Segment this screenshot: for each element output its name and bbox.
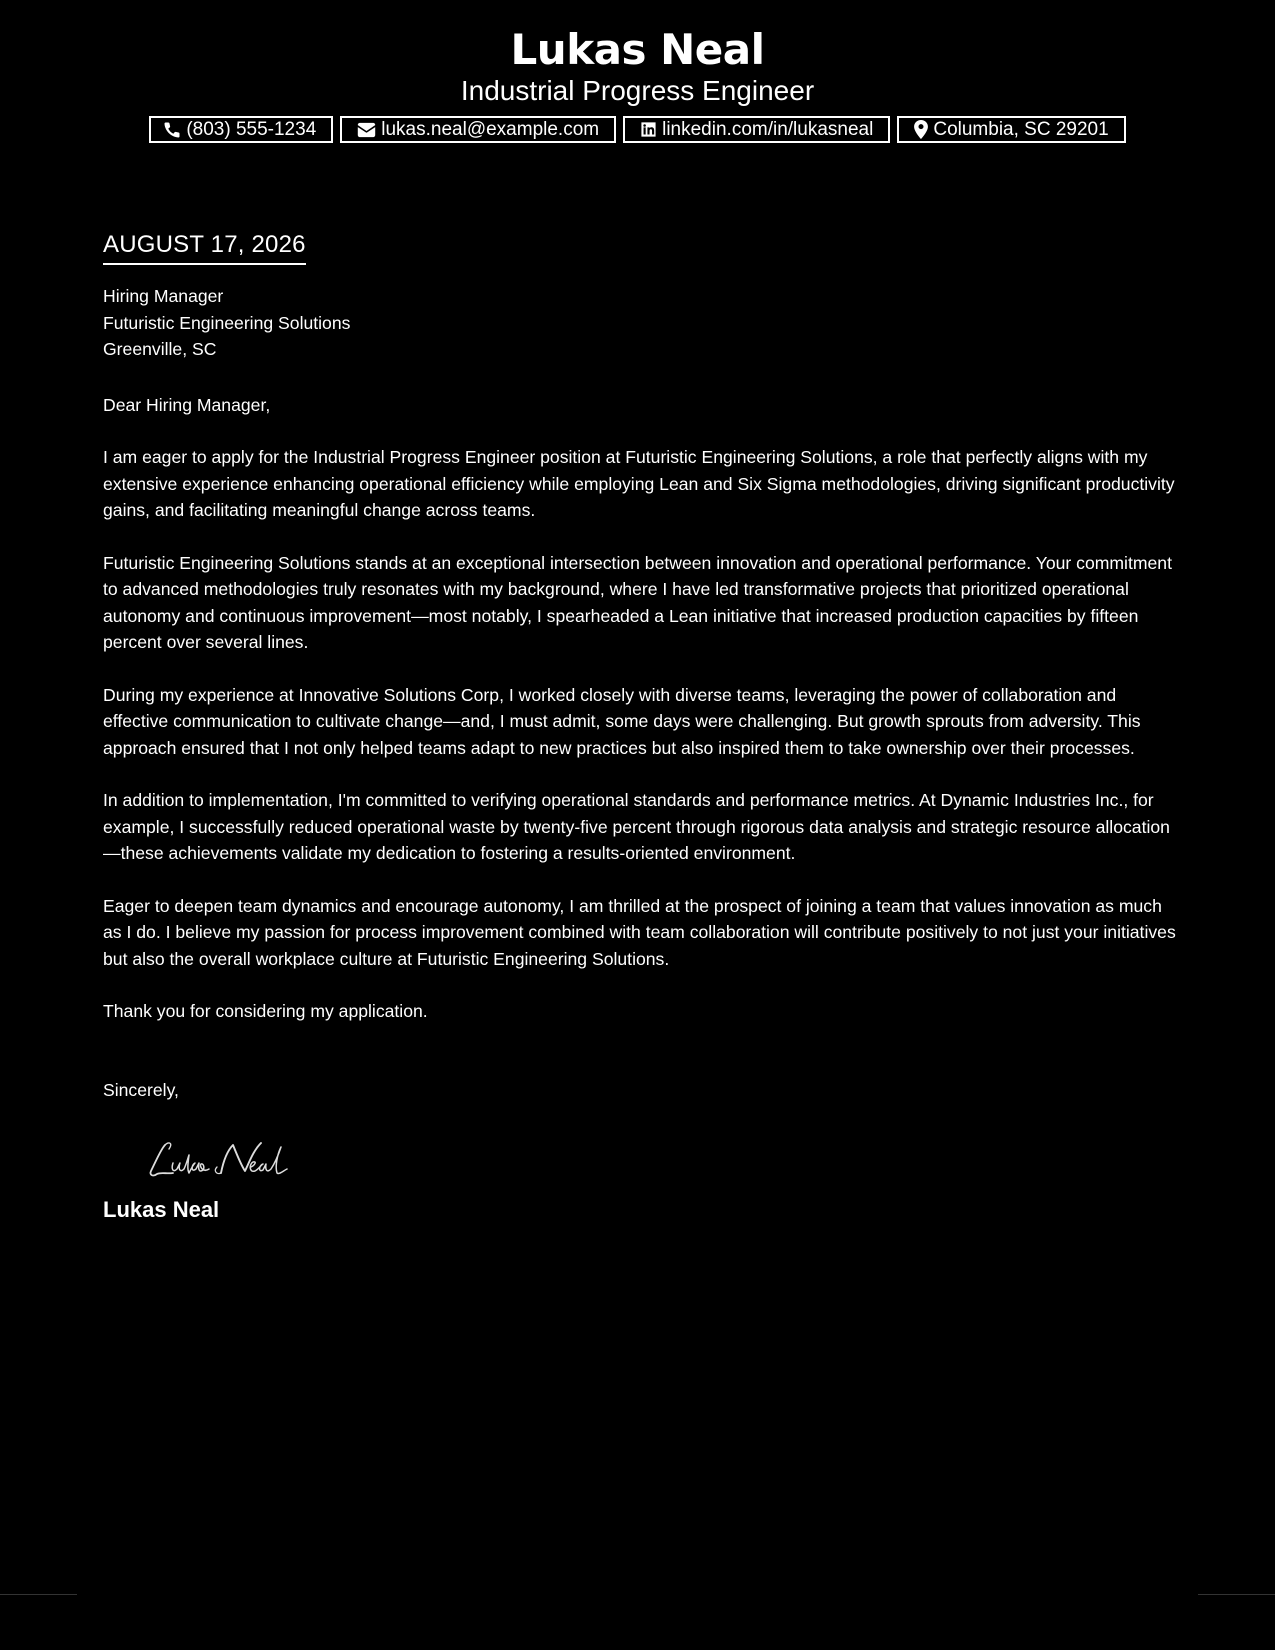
body-paragraph: Futuristic Engineering Solutions stands at an exceptional intersection between innovation and operational performance. Your commitment to advanced methodologies truly resonates with my background, where I have led transformative projects that prioritized operational autonomy and continuous improvement—most notably, I spearheaded a Lean initiative that increased production capacities by fifteen percent over several lines. — [103, 552, 1172, 652]
phone-icon — [163, 121, 181, 139]
linkedin-text: linkedin.com/in/lukasneal — [662, 118, 874, 140]
letterhead — [0, 24, 1275, 143]
applicant-name: Lukas Neal — [510, 25, 765, 74]
salutation: Dear Hiring Manager, — [103, 394, 271, 415]
contact-location[interactable] — [897, 116, 1125, 143]
applicant-title: Industrial Progress Engineer — [460, 75, 815, 106]
location-text: Columbia, SC 29201 — [933, 118, 1109, 140]
body-paragraph: During my experience at Innovative Solutions Corp, I worked closely with diverse teams, leveraging the power of collaboration and effective communication to cultivate change—and, I must admit, some days were challenging. But growth sprouts from adversity. This approach ensured that I not only helped teams adapt to new practices but also inspired them to take ownership over their processes. — [103, 684, 1141, 758]
body-paragraph: In addition to implementation, I'm committed to verifying operational standards and performance metrics. At Dynamic Industries Inc., for example, I successfully reduced operational waste by twenty-five percent through rigorous data analysis and strategic resource allocation—these achievements validate my dedication to fostering a results-oriented environment. — [103, 790, 1170, 863]
email-text: lukas.neal@example.com — [381, 118, 600, 140]
recipient-name: Hiring Manager — [103, 286, 224, 306]
footer-divider-right — [1198, 1594, 1275, 1595]
signer-name: Lukas Neal — [103, 1197, 220, 1222]
envelope-icon — [357, 122, 376, 138]
map-marker-icon — [914, 120, 928, 139]
phone-text: (803) 555-1234 — [186, 118, 317, 140]
body-paragraph: Thank you for considering my application. — [103, 1001, 428, 1021]
letter-body — [103, 228, 1183, 1225]
contact-linkedin[interactable] — [623, 116, 890, 143]
footer-divider-left — [0, 1594, 77, 1595]
recipient-location: Greenville, SC — [103, 339, 217, 359]
letter-date: AUGUST 17, 2026 — [103, 228, 306, 265]
contact-email[interactable] — [340, 116, 616, 143]
handwritten-signature — [143, 1133, 333, 1183]
recipient-block — [103, 283, 1183, 363]
recipient-company: Futuristic Engineering Solutions — [103, 312, 351, 333]
body-paragraph: I am eager to apply for the Industrial Progress Engineer position at Futuristic Engineering Solutions, a role that perfectly aligns with my extensive experience enhancing operational efficiency while employing Lean and Six Sigma methodologies, driving significant productivity gains, and facilitating meaningful change across teams. — [103, 447, 1175, 520]
contact-phone[interactable] — [149, 116, 333, 143]
contact-bar — [0, 116, 1275, 143]
body-paragraph: Eager to deepen team dynamics and encourage autonomy, I am thrilled at the prospect of joining a team that values innovation as much as I do. I believe my passion for process improvement combined with team collaboration will contribute positively to not just your initiatives but also the overall workplace culture at Futuristic Engineering Solutions. — [103, 895, 1176, 969]
linkedin-icon — [640, 121, 657, 138]
closing: Sincerely, — [103, 1079, 179, 1100]
